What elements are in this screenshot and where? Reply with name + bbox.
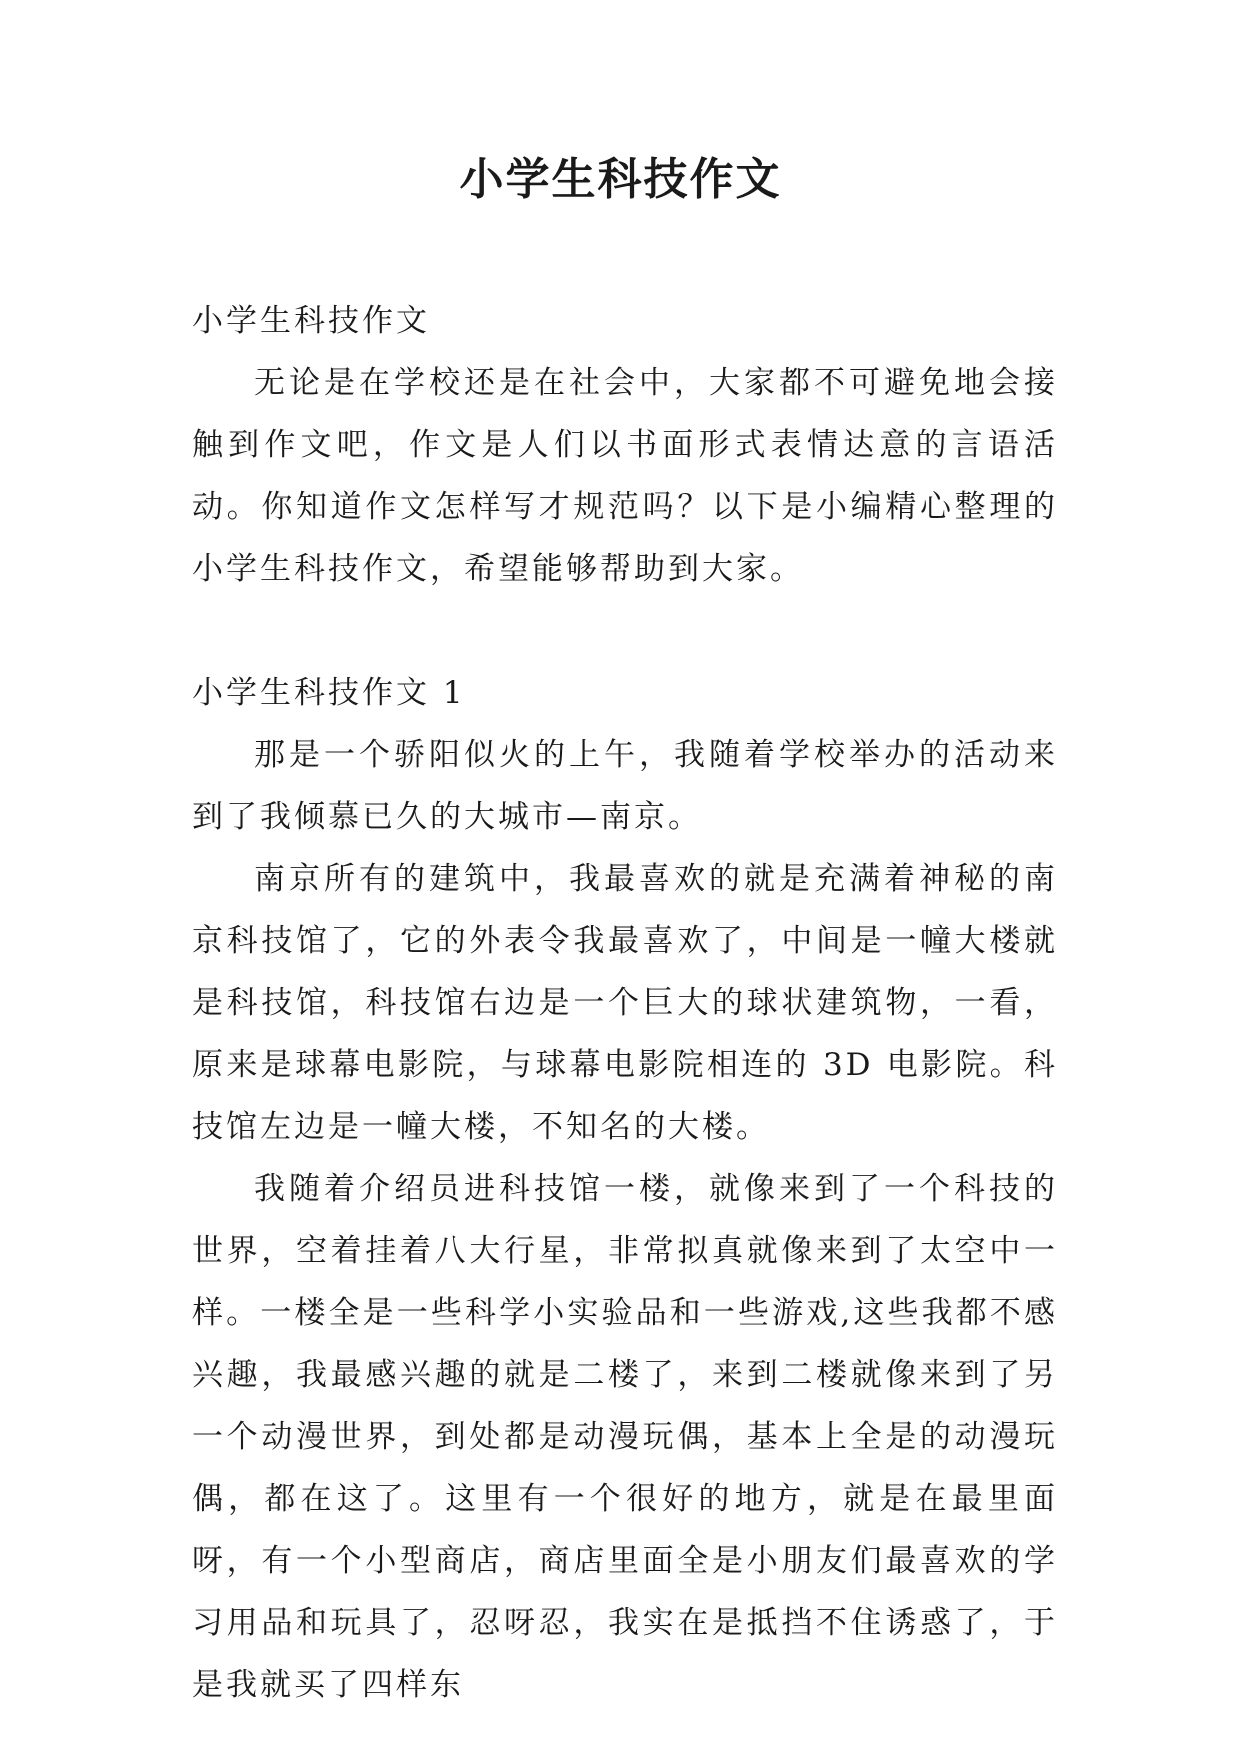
intro-heading: 小学生科技作文 [192, 303, 430, 339]
intro-paragraph: 无论是在学校还是在社会中，大家都不可避免地会接触到作文吧，作文是人们以书面形式表情达意的言语活动。你知道作文怎样写才规范吗？以下是小编精心整理的小学生科技作文，希望能够帮助到大家。 [192, 365, 1058, 587]
essay-1-heading: 小学生科技作文 1 [192, 675, 466, 711]
essay-1-section [192, 662, 1058, 1716]
document-title: 小学生科技作文 [459, 154, 782, 205]
section-spacer [192, 600, 1058, 662]
intro-section [192, 290, 1058, 600]
document-body [192, 290, 1058, 1716]
essay-1-paragraph-1: 那是一个骄阳似火的上午，我随着学校举办的活动来到了我倾慕已久的大城市—南京。 [192, 737, 1058, 835]
essay-1-paragraph-2: 南京所有的建筑中，我最喜欢的就是充满着神秘的南京科技馆了，它的外表令我最喜欢了，中间是一幢大楼就是科技馆，科技馆右边是一个巨大的球状建筑物，一看，原来是球幕电影院，与球幕电影院相连的 3D 电影院。科技馆左边是一幢大楼，不知名的大楼。 [192, 861, 1058, 1145]
essay-1-paragraph-3: 我随着介绍员进科技馆一楼，就像来到了一个科技的世界，空着挂着八大行星，非常拟真就像来到了太空中一样。一楼全是一些科学小实验品和一些游戏,这些我都不感兴趣，我最感兴趣的就是二楼了，来到二楼就像来到了另一个动漫世界，到处都是动漫玩偶，基本上全是的动漫玩偶，都在这了。这里有一个很好的地方，就是在最里面呀，有一个小型商店，商店里面全是小朋友们最喜欢的学习用品和玩具了，忍呀忍，我实在是抵挡不住诱惑了，于是我就买了四样东 [192, 1171, 1058, 1703]
